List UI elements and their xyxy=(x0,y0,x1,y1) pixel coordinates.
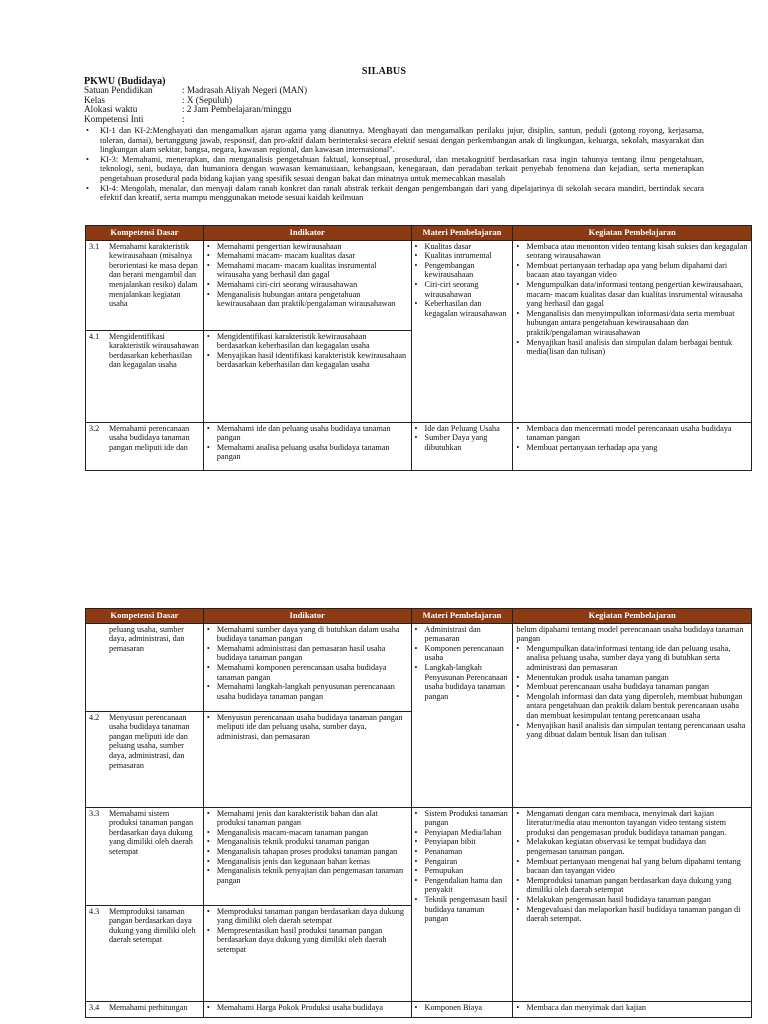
list-item: • Memahami macam- macam kualitas insrumental wirausaha yang berhasil dan gagal xyxy=(207,261,408,280)
list-item: • Administrasi dan pemasaran xyxy=(415,625,510,644)
list-item: • Kualitas dasar xyxy=(415,242,510,252)
list-item: • Kualitas intrumental xyxy=(415,251,510,261)
kd-text: peluang usaha, sumber daya, administrasi, dan pemasaran xyxy=(109,624,185,653)
list-item: • Memahami administrasi dan pemasaran hasil usaha budidaya tanaman pangan xyxy=(207,644,408,663)
indikator-list xyxy=(207,332,408,370)
ki-item: • KI-3: Memahami, menerapkan, dan menganalisis pengetahuan faktual, konseptual, prosedural, dan metakognitif berdasarkan rasa ingin tahunya tentang ilmu pengetahuan, teknologi, seni, budaya, dan humaniora dengan wawasan kemanusiaan, kebangsaan, kenegaraan, dan peradaban terkait penyebab fenomena dan kejadian, serta menerapkan pengetahuan prosedural pada bidang kajian yang spesifik sesuai dengan bakat dan minatnya untuk memecahkan masalah xyxy=(86,154,704,183)
ki-item: • KI-4: Mengolah, menalar, dan menyaji dalam ranah konkret dan ranah abstrak terkait dengan pengembangan dari yang dipelajarinya di sekolah secara mandiri, bertindak secara efektif dan kreatif, serta mampu menggunakan metode sesuai kaidah keilmuan xyxy=(86,183,704,203)
kd-text: Menyusun perencanaan usaha budidaya tanaman pangan meliputi ide dan peluang usaha, sumber daya, administrasi, dan pemasaran xyxy=(109,712,190,770)
list-item: • Mengolah informasi dan data yang diperoleh, membuat hubungan antara pengetahuan dan praktik dalam bentuk perencanaan usaha dan membuat kesimpulan tentang perencanaan usaha xyxy=(516,692,748,721)
col-header-indikator: Indikator xyxy=(203,226,411,241)
kd-number: 3.1 xyxy=(89,241,100,251)
kegiatan-cell xyxy=(513,623,752,807)
materi-list xyxy=(415,424,510,453)
list-item: • Menganalisis dan menyimpulkan informasi/data serta membuat hubungan antara pengetahuan kewirausahaan dan praktik/pengalaman wirausahawan xyxy=(516,309,748,338)
col-header-kegiatan: Kegiatan Pembelajaran xyxy=(513,609,752,624)
list-item: • Menganalisis hubungan antara pengetahuan kewirausahaan dan praktik/pengalaman wirausahawan xyxy=(207,290,408,309)
list-item: • Teknik pengemasan hasil budidaya tanaman pangan xyxy=(415,895,510,924)
list-item: • Menyajikan hasil analisis dan simpulan dalam berbagai bentuk media(lisan dan tulisan) xyxy=(516,338,748,357)
kd-number: 3.3 xyxy=(89,808,100,818)
list-item: • Memproduksi tanaman pangan berdasarkan daya dukung yang dimiliki oleh daerah setempat xyxy=(516,876,748,895)
kegiatan-list xyxy=(516,242,748,357)
list-item: • Memahami ciri-ciri seorang wirausahawan xyxy=(207,280,408,290)
list-item: • Pemupukan xyxy=(415,866,510,876)
list-item: • Membaca dan menyimak dari kajian xyxy=(516,1003,748,1013)
materi-list xyxy=(415,809,510,924)
ki-item: • KI-1 dan KI-2:Menghayati dan mengamalkan ajaran agama yang dianutnya. Menghayati dan mengamalkan perilaku jujur, disiplin, santun, peduli (gotong royong, kerjasama, toleran, damai), bertanggung jawab, responsif, dan pro-aktif dalam berinteraksi secara efektif sesuai dengan perkembangan anak di lingkungan, keluarga, sekolah, masyarakat dan lingkungan alam sekitar, bangsa, negara, kawasan regional, dan kawasan internasional". xyxy=(86,126,704,155)
list-item: • Memahami Harga Pokok Produksi usaha budidaya xyxy=(207,1003,408,1013)
list-item: • Memahami sumber daya yang di butuhkan dalam usaha budidaya tanaman pangan xyxy=(207,625,408,644)
indikator-cell xyxy=(203,422,411,470)
meta-value: : xyxy=(182,113,185,124)
col-header-indikator: Indikator xyxy=(203,609,411,624)
meta-key: Kelas xyxy=(84,94,105,105)
list-item: • Penyiapan Media/lahan xyxy=(415,828,510,838)
list-item: • Memahami pengertian kewirausahaan xyxy=(207,242,408,252)
materi-cell xyxy=(411,807,513,1001)
kd-cell xyxy=(86,807,204,905)
list-item: • Melakukan kegiatan observasi ke tempat budidaya dan pengemasan tanaman pangan. xyxy=(516,837,748,856)
materi-cell xyxy=(411,240,513,422)
meta-value: : Madrasah Aliyah Negeri (MAN) xyxy=(182,85,308,95)
kd-number: 3.4 xyxy=(89,1002,100,1012)
list-item: • Memahami analisa peluang usaha budidaya tanaman pangan xyxy=(207,443,408,462)
materi-list xyxy=(415,625,510,702)
kd-text: Memahami sistem produksi tanaman pangan berdasarkan daya dukung yang dimiliki oleh daerah setempat xyxy=(109,808,194,856)
kegiatan-cell xyxy=(513,807,752,1001)
meta-key: Kompetensi Inti xyxy=(84,113,144,124)
kegiatan-cell xyxy=(513,422,752,470)
indikator-cell xyxy=(203,1001,411,1017)
list-item: • Membaca dan mencermati model perencanaan usaha budidaya tanaman pangan xyxy=(516,424,748,443)
kd-cell xyxy=(86,422,204,470)
ki-text: KI-1 dan KI-2:Menghayati dan mengamalkan ajaran agama yang dianutnya. Menghayati dan mengamalkan perilaku jujur, disiplin, santun, peduli (gotong royong, kerjasama, toleran, damai), bertanggung jawab, responsif, dan pro-aktif dalam berinteraksi secara efektif sesuai dengan perkembangan anak di lingkungan, keluarga, sekolah, masyarakat dan lingkungan alam sekitar, bangsa, negara, kawasan regional, dan kawasan internasional". xyxy=(100,126,704,155)
indikator-cell xyxy=(203,330,411,422)
list-item: • Mengidentifikasi karakteristik kewirausahaan berdasarkan keberhasilan dan kegagalan usaha xyxy=(207,332,408,351)
meta-key: Alokasi waktu xyxy=(84,104,138,115)
kompetensi-inti-list xyxy=(84,126,704,203)
indikator-cell xyxy=(203,240,411,330)
list-item: • Langkah-langkah Penyusunan Perencanaan usaha budidaya tanaman pangan xyxy=(415,663,510,701)
list-item: • Mempresentasikan hasil produksi tanaman pangan berdasarkan daya dukung yang dimiliki oleh daerah setempat xyxy=(207,926,408,955)
meta-value: : X (Sepuluh) xyxy=(182,94,233,105)
col-header-kd: Kompetensi Dasar xyxy=(86,226,204,241)
list-item: • Mengevaluasi dan melaporkan hasil budidaya tanaman pangan di daerah setempat. xyxy=(516,905,748,924)
list-item: • Ide dan Peluang Usaha xyxy=(415,424,510,434)
list-item: • Sumber Daya yang dibutuhkan xyxy=(415,433,510,452)
kd-text: Memahami perhitungan xyxy=(109,1002,188,1012)
indikator-list xyxy=(207,907,408,955)
list-item: • Menganalisis teknik produksi tanaman pangan xyxy=(207,837,408,847)
list-item: • Membuat pertanyaan mengenai hal yang belum dipahami tentang bacaan dan tayangan video xyxy=(516,857,748,876)
silabus-table-1 xyxy=(85,225,752,471)
kd-cell xyxy=(86,623,204,711)
kd-number: 4.2 xyxy=(89,712,100,722)
list-item: • Memproduksi tanaman pangan berdasarkan daya dukung yang dimiliki oleh daerah setempat xyxy=(207,907,408,926)
list-item: • Memahami macam- macam kualitas dasar xyxy=(207,251,408,261)
list-item: • Memahami langkah-langkah penyusunan perencanaan usaha budidaya tanaman pangan xyxy=(207,682,408,701)
indikator-list xyxy=(207,809,408,886)
materi-cell xyxy=(411,422,513,470)
list-item: • Mengumpulkan data/informasi tentang pengertian kewirausahaan, macam- macam kualitas dasar dan kualitas insrumental wirausaha yang berhasil dan gagal xyxy=(516,280,748,309)
list-item: • Mengumpulkan data/informasi tentang ide dan peluang usaha, analisa peluang usaha, sumber daya yang di butuhkan serta administrasi dan pemasaran xyxy=(516,644,748,673)
kd-cell xyxy=(86,905,204,1001)
col-header-materi: Materi Pembelajaran xyxy=(411,609,513,624)
kegiatan-list xyxy=(516,809,748,924)
kd-cell xyxy=(86,240,204,330)
kd-cell xyxy=(86,1001,204,1017)
subject-title: PKWU (Budidaya) xyxy=(84,76,166,87)
kd-cell xyxy=(86,711,204,807)
kd-number: 3.2 xyxy=(89,423,100,433)
kd-number: 4.3 xyxy=(89,906,100,916)
list-item: • Pengembangan kewirausahaan xyxy=(415,261,510,280)
indikator-cell xyxy=(203,623,411,711)
meta-key: Satuan Pendidikan xyxy=(84,85,153,95)
list-item: • Komponen Biaya xyxy=(415,1003,510,1013)
list-item: • Komponen perencanaan usaha xyxy=(415,644,510,663)
list-item: • Memahami komponen perencanaan usaha budidaya tanaman pangan xyxy=(207,663,408,682)
list-item: • Pengairan xyxy=(415,857,510,867)
list-item: • Menyajikan hasil identifikasi karakteristik kewirausahaan berdasarkan keberhasilan dan kegagalan usaha xyxy=(207,351,408,370)
kd-text: Memproduksi tanaman pangan berdasarkan daya dukung yang dimiliki oleh daerah setempat xyxy=(109,906,196,945)
list-item: • Keberhasilan dan kegagalan wirausahawan xyxy=(415,299,510,318)
materi-list xyxy=(415,1003,510,1013)
kegiatan-continued: belum dipahami tentang model perencanaan usaha budidaya tanaman pangan xyxy=(516,624,744,644)
list-item: • Menyajikan hasil analisis dan simpulan tentang perencanaan usaha yang dibuat dalam bentuk lisan dan tulisan xyxy=(516,721,748,740)
kd-text: Memahami karakteristik kewirausahaan (misalnya berorientasi ke masa depan dan berani mengambil dan menjalankan resiko) dalam menjalankan kegiatan usaha xyxy=(109,241,198,309)
list-item: • Sistem Produksi tanaman pangan xyxy=(415,809,510,828)
list-item: • Penyiapan bibit xyxy=(415,837,510,847)
list-item: • Memahami ide dan peluang usaha budidaya tanaman pangan xyxy=(207,424,408,443)
materi-cell xyxy=(411,623,513,807)
ki-text: KI-3: Memahami, menerapkan, dan menganalisis pengetahuan faktual, konseptual, prosedural, dan metakognitif berdasarkan rasa ingin tahunya tentang ilmu pengetahuan, teknologi, seni, budaya, dan humaniora dengan wawasan kemanusiaan, kebangsaan, kenegaraan, dan peradaban terkait penyebab fenomena dan kejadian, serta menerapkan pengetahuan prosedural pada bidang kajian yang spesifik sesuai dengan bakat dan minatnya untuk memecahkan masalah xyxy=(100,154,704,183)
indikator-cell xyxy=(203,711,411,807)
list-item: • Mengamati dengan cara membaca, menyimak dari kajian literatur/media atau menonton tayangan video tentang sistem produksi dan pengemasan produk budidaya tanaman pangan. xyxy=(516,809,748,838)
kegiatan-list xyxy=(516,1003,748,1013)
document-meta xyxy=(84,86,307,124)
col-header-kd: Kompetensi Dasar xyxy=(86,609,204,624)
materi-list xyxy=(415,242,510,319)
indikator-cell xyxy=(203,905,411,1001)
list-item: • Menyusun perencanaan usaha budidaya tanaman pangan meliputi ide dan peluang usaha, sumber daya, administrasi, dan pemasaran xyxy=(207,713,408,742)
list-item: • Menganalisis tahapan proses produksi tanaman pangan xyxy=(207,847,408,857)
page-title: SILABUS xyxy=(361,66,407,77)
kd-number: 4.1 xyxy=(89,331,100,341)
list-item: • Membuat pertanyaan terhadap apa yang belum dipahami dari bacaan atau tayangan video xyxy=(516,261,748,280)
list-item: • Penanaman xyxy=(415,847,510,857)
list-item: • Pengendalian hama dan penyakit xyxy=(415,876,510,895)
list-item: • Menentukan produk usaha tanaman pangan xyxy=(516,673,748,683)
indikator-list xyxy=(207,1003,408,1013)
kd-cell xyxy=(86,330,204,422)
ki-text: KI-4: Mengolah, menalar, dan menyaji dalam ranah konkret dan ranah abstrak terkait dengan pengembangan dari yang dipelajarinya di sekolah secara mandiri, bertindak secara efektif dan kreatif, serta mampu menggunakan metode sesuai kaidah keilmuan xyxy=(100,183,704,203)
materi-cell xyxy=(411,1001,513,1017)
list-item: • Melakukan pengemasan hasil budidaya tanaman pangan xyxy=(516,895,748,905)
col-header-materi: Materi Pembelajaran xyxy=(411,226,513,241)
list-item: • Menganalisis macam-macam tanaman pangan xyxy=(207,828,408,838)
indikator-list xyxy=(207,625,408,702)
indikator-list xyxy=(207,242,408,309)
list-item: • Membaca atau menonton video tentang kisah sukses dan kegagalan seorang wirausahawan xyxy=(516,242,748,261)
list-item: • Memahami jenis dan karakteristik bahan dan alat produksi tanaman pangan xyxy=(207,809,408,828)
kd-text: Memahami perencanaan usaha budidaya tanaman pangan meliputi ide dan xyxy=(109,423,190,452)
list-item: • Menganalisis teknik penyajian dan pengemasan tanaman pangan xyxy=(207,866,408,885)
kegiatan-list xyxy=(516,424,748,453)
kegiatan-cell xyxy=(513,240,752,422)
list-item: • Ciri-ciri seorang wirausahawan xyxy=(415,280,510,299)
list-item: • Menganalisis jenis dan kegunaan bahan kemas xyxy=(207,857,408,867)
kegiatan-list xyxy=(516,644,748,740)
indikator-cell xyxy=(203,807,411,905)
indikator-list xyxy=(207,424,408,462)
list-item: • Membuat perencanaan usaha budidaya tanaman pangan xyxy=(516,682,748,692)
indikator-list xyxy=(207,713,408,742)
silabus-table-2 xyxy=(85,608,752,1018)
col-header-kegiatan: Kegiatan Pembelajaran xyxy=(513,226,752,241)
list-item: • Membuat pertanyaan terhadap apa yang xyxy=(516,443,748,453)
kd-text: Mengidentifikasi karakteristik wirausahawan berdasarkan keberhasilan dan kegagalan usaha xyxy=(109,331,199,370)
meta-value: : 2 Jam Pembelajaran/minggu xyxy=(182,104,292,115)
kegiatan-cell xyxy=(513,1001,752,1017)
